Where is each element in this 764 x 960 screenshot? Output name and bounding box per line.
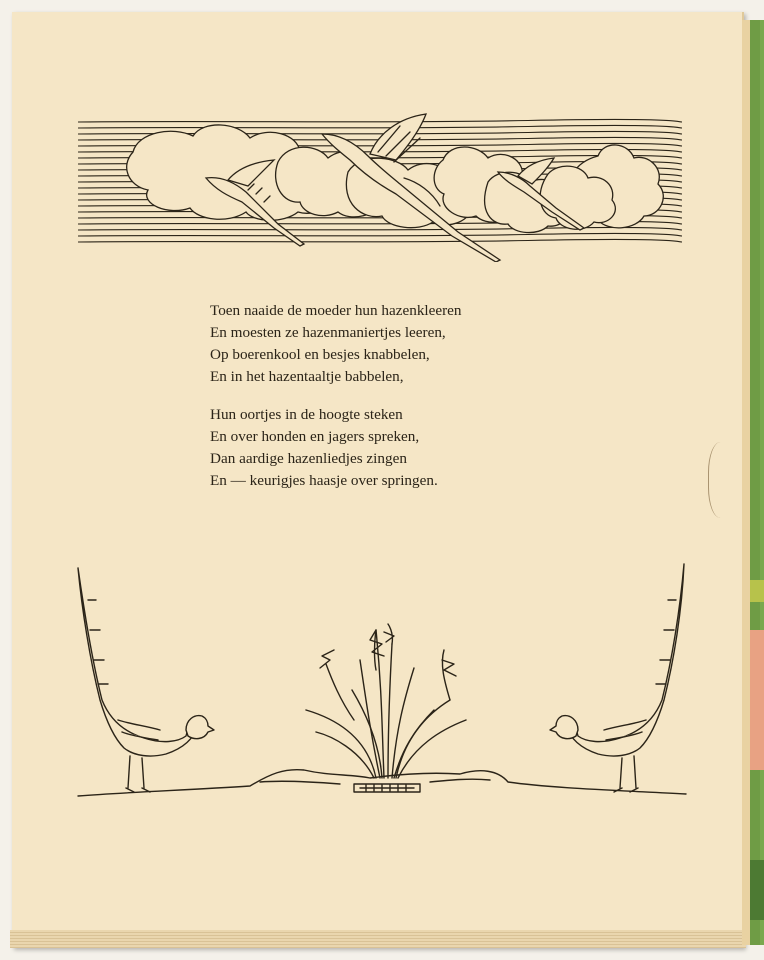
hatch-line — [78, 119, 682, 122]
facing-page-illustration-patch — [750, 580, 764, 602]
binding-thread — [708, 442, 739, 518]
poem-line: En — keurigjes haasje over springen. — [210, 472, 438, 489]
poem-line: Dan aardige hazenliedjes zingen — [210, 450, 407, 467]
pheasant-left — [78, 568, 214, 792]
poem-line: En in het hazentaaltje babbelen, — [210, 368, 404, 385]
hatch-line — [78, 227, 682, 230]
hatch-line — [78, 233, 682, 236]
pheasant-right — [550, 564, 684, 792]
poem-stanza-1 — [210, 300, 650, 388]
poem-stanza-2 — [210, 404, 650, 492]
poem-line: Toen naaide de moeder hun hazenkleeren — [210, 302, 462, 319]
poem-line: Hun oortjes in de hoogte steken — [210, 406, 403, 423]
hatch-line — [78, 125, 682, 128]
facing-page-illustration-patch — [750, 630, 764, 770]
poem-line: En over honden en jagers spreken, — [210, 428, 420, 445]
facing-page-illustration-patch — [750, 860, 764, 920]
bottom-vignette-illustration — [70, 560, 694, 810]
hatch-line — [78, 239, 682, 242]
reed-plant — [306, 624, 466, 778]
poem-line: Op boerenkool en besjes knabbelen, — [210, 346, 430, 363]
poem-line: En moesten ze hazenmaniertjes leeren, — [210, 324, 446, 341]
page-stack-edge — [10, 930, 746, 948]
facing-page-strip — [742, 20, 764, 945]
top-banner-illustration — [78, 112, 688, 262]
poem — [210, 300, 650, 508]
